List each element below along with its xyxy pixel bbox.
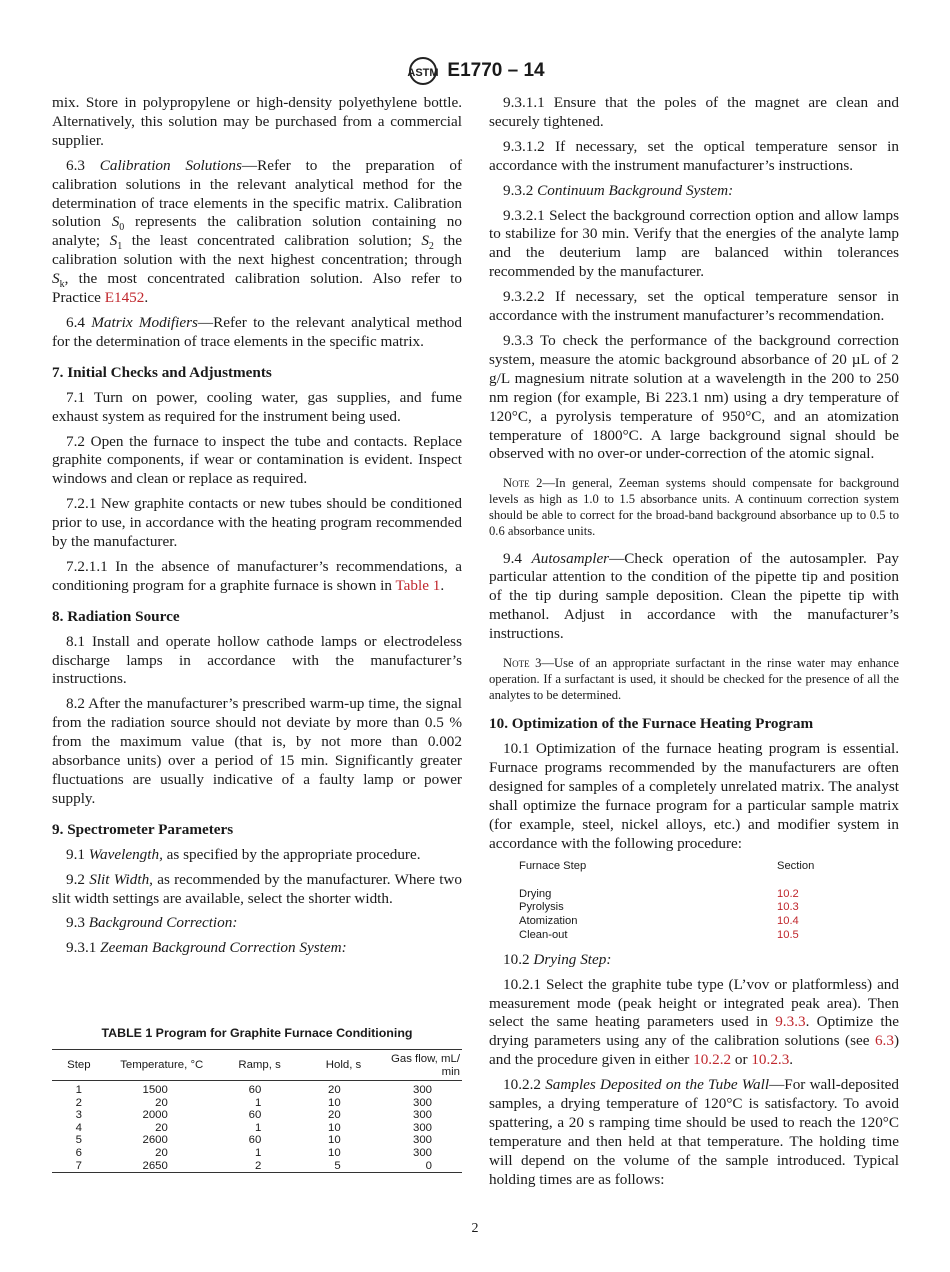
paragraph — [52, 389, 462, 427]
section-link[interactable]: 10.2 — [777, 887, 799, 900]
table-cell: 300 — [412, 1147, 432, 1160]
text: 9.3 — [66, 914, 89, 932]
table-row — [52, 1097, 462, 1110]
column-header: Hold, s — [301, 1049, 385, 1080]
paragraph — [489, 976, 899, 1071]
text: 7.2 Open the furnace to inspect the tube and contacts. Replace graphite components, if wear or contamination is evident. Inspect windows and clean or replace as required. — [52, 432, 462, 488]
paragraph — [52, 94, 462, 151]
italic-text: Samples Deposited on the Tube Wall — [545, 1076, 770, 1094]
text: 7.2.1.1 In the absence of manufacturer’s recommendations, a conditioning program for a graphite furnace is shown in — [52, 557, 462, 594]
italic-text: S — [111, 213, 120, 231]
table-cell: 1 — [255, 1121, 262, 1134]
table-cell: 10 — [328, 1147, 341, 1160]
text: 8.1 Install and operate hollow cathode lamps or electrodeless discharge lamps in accordance with the manufacturer’s instructions. — [52, 632, 462, 688]
paragraph — [52, 871, 462, 909]
paragraph — [489, 288, 899, 326]
table-cell: 5 — [334, 1159, 341, 1172]
paragraph — [52, 433, 462, 490]
paragraph — [489, 740, 899, 853]
italic-text: Drying Step: — [533, 950, 612, 968]
table-cell: 20 — [328, 1084, 341, 1097]
table-cell: 0 — [425, 1159, 432, 1172]
italic-text: Continuum Background System: — [537, 181, 734, 199]
text: 6.3 — [66, 156, 100, 174]
step-name: Pyrolysis — [519, 901, 564, 914]
table-cell: 20 — [155, 1147, 168, 1160]
text: 9.2 — [66, 870, 90, 888]
furnace-step-table — [519, 860, 814, 943]
paragraph — [489, 550, 899, 645]
section-heading — [52, 364, 462, 383]
right-column — [489, 94, 899, 1196]
italic-text: Autosampler — [531, 549, 610, 567]
italic-text: Wavelength, — [88, 845, 163, 863]
text: 10. Optimization of the Furnace Heating Program — [489, 715, 814, 733]
text: 9.3.2 — [503, 181, 538, 199]
text: 10.1 Optimization of the furnace heating program is essential. Furnace programs recommended by the manufacturers are often designed for samples of a completely unrelated matrix. The analyst shall optimize the furnace program for a particular sample matrix (for example, steel, nickel alloys, etc.) and modifier system in accordance with the following procedure: — [489, 740, 899, 852]
page-header — [0, 56, 950, 86]
text: —Refer to the relevant analytical method for the determination of trace elements in the specific matrix. — [52, 313, 462, 350]
table-cell: 1 — [255, 1096, 262, 1109]
table-cell: 10 — [328, 1134, 341, 1147]
text: 9.3.2.1 Select the background correction option and allow lamps to stabilize for 30 min. Verify that the energies of the analyte lamp and the deuterium lamp are balanced within tolerances recommended by the manufacturer. — [489, 206, 899, 281]
table-cell: 300 — [412, 1096, 432, 1109]
text: —For wall-deposited samples, a drying temperature of 120°C is satisfactory. To avoid spattering, a 20 s ramping time should be used to reach the 120°C temperature and then held at that temperature. The holding time will depend on the volume of the sample introduced. Typical holding times are as follows: — [489, 1076, 899, 1188]
text: 9. Spectrometer Parameters — [52, 820, 234, 838]
paragraph — [52, 558, 462, 596]
paragraph — [52, 314, 462, 352]
conditioning-program-table — [52, 1049, 462, 1173]
table-row — [52, 1134, 462, 1147]
table-row — [52, 1081, 462, 1097]
step-name: Clean-out — [519, 928, 568, 941]
cross-reference-link[interactable]: E1452 — [104, 289, 145, 307]
text: —Refer to the preparation of calibration solutions in the relevant analytical method for the determination of trace elements in the specific matrix. Calibration solution — [52, 156, 462, 231]
table-cell: 2 — [75, 1096, 82, 1109]
text: 9.4 — [503, 549, 532, 567]
cross-reference-link[interactable]: 6.3 — [874, 1032, 894, 1050]
text: 8. Radiation Source — [52, 607, 180, 625]
italic-text: S — [109, 232, 118, 250]
table-cell: 7 — [75, 1159, 82, 1172]
column-header: Ramp, s — [218, 1049, 302, 1080]
table-cell: 3 — [75, 1109, 82, 1122]
text: 9.3.3 To check the performance of the background correction system, measure the atomic background absorbance of 20 µL of 2 g/L magnesium nitrate solution at a wavelength in the 200 to 250 nm region (for example, Bi 223.1 nm) using a dry temperature of 120°C, a pyrolysis temperature of 950°C, and an atomization temperature of 1800°C. A large background signal should be observed with no over-or under-correction of the atomic signal. — [489, 331, 899, 463]
table-cell: 1 — [75, 1084, 82, 1097]
subscript: 2 — [428, 241, 434, 253]
paragraph — [52, 846, 462, 865]
text: or — [731, 1051, 752, 1069]
table-row — [519, 915, 814, 929]
text: . — [789, 1051, 794, 1069]
note — [489, 656, 899, 703]
table-cell: 300 — [412, 1084, 432, 1097]
column-header: Gas flow, mL/ min — [386, 1049, 462, 1080]
table-cell: 300 — [412, 1109, 432, 1122]
section-heading — [489, 715, 899, 734]
text: represents the calibration solution containing no analyte; — [52, 213, 462, 250]
table-cell: 1 — [255, 1147, 262, 1160]
table-cell: 5 — [75, 1134, 82, 1147]
table-cell: 60 — [248, 1109, 262, 1122]
italic-text: Matrix Modifiers — [91, 313, 198, 331]
table-caption: TABLE 1 Program for Graphite Furnace Conditioning — [101, 1026, 413, 1040]
left-column — [52, 94, 462, 964]
table-cell: 300 — [412, 1121, 432, 1134]
note — [489, 476, 899, 539]
text: 10.2 — [503, 950, 534, 968]
text: 6.4 — [66, 313, 92, 331]
text: the least concentrated calibration solution; — [122, 232, 422, 250]
text: 8.2 After the manufacturer’s prescribed warm-up time, the signal from the radiation source should not deviate by more than 0.5 % from the maximum value (that is, by not more than 0.002 absorbance units) over a period of 15 min. Significantly greater fluctuations are usually indicative of a faulty lamp or power supply. — [52, 695, 462, 807]
column-header: Step — [52, 1049, 106, 1080]
cross-reference-link[interactable]: Table 1 — [395, 576, 441, 594]
table-row — [52, 1109, 462, 1122]
subscript: 0 — [119, 222, 125, 234]
paragraph — [52, 939, 462, 958]
paragraph — [489, 332, 899, 464]
subscript: 1 — [117, 241, 123, 253]
section-link[interactable]: 10.3 — [777, 901, 799, 914]
paragraph — [52, 495, 462, 552]
text: 10.2.1 Select the graphite tube type (L’vov or platformless) and measurement mode (peak height or integrated peak area). Then select the same heating parameters used in — [489, 975, 899, 1031]
column-header: Furnace Step — [519, 859, 587, 872]
step-name: Atomization — [519, 915, 578, 928]
italic-text: S — [421, 232, 429, 250]
paragraph — [489, 951, 899, 970]
text: as recommended by the manufacturer. Where two slit width settings are available, select the shorter width. — [52, 870, 462, 907]
column-header: Temperature, °C — [106, 1049, 218, 1080]
table-cell: 20 — [328, 1109, 341, 1122]
table-cell: 1500 — [142, 1084, 168, 1097]
italic-text: Background Correction: — [88, 914, 238, 932]
text: 3—Use of an appropriate surfactant in the rinse water may enhance operation. If a surfactant is used, it should be checked for the presence of all the analytes to be determined. — [489, 656, 899, 702]
astm-logo-icon — [405, 56, 441, 86]
svg-text:ASTM: ASTM — [407, 67, 439, 79]
text: . — [144, 289, 149, 307]
section-link[interactable]: 10.5 — [777, 928, 799, 941]
text: 9.3.1 — [66, 939, 101, 957]
table-cell: 2 — [255, 1159, 262, 1172]
text: 7.2.1 New graphite contacts or new tubes should be conditioned prior to use, in accordance with the heating program recommended by the manufacturer. — [52, 495, 462, 551]
step-name: Drying — [519, 887, 552, 900]
paragraph — [489, 94, 899, 132]
paragraph — [489, 1076, 899, 1189]
table-row — [52, 1160, 462, 1173]
table-1 — [52, 1024, 462, 1173]
subscript: k — [59, 279, 65, 291]
cross-reference-link[interactable]: 10.2.2 — [693, 1051, 732, 1069]
table-cell: 4 — [75, 1121, 82, 1134]
text: 7. Initial Checks and Adjustments — [52, 363, 272, 381]
table-cell: 60 — [248, 1084, 262, 1097]
note-label: Note — [503, 656, 530, 671]
text: 7.1 Turn on power, cooling water, gas supplies, and fume exhaust system as required for the instrument being used. — [52, 388, 462, 425]
text: ) and the procedure given in either — [489, 1032, 899, 1069]
section-link[interactable]: 10.4 — [777, 915, 799, 928]
italic-text: Slit Width, — [89, 870, 153, 888]
text: . — [440, 576, 445, 594]
section-heading — [52, 608, 462, 627]
text: —Check operation of the autosampler. Pay particular attention to the condition of the pipette tip and position of the tip during sample deposition. Clean the pipette tip with methanol. Adjust in accordance with the manufacturer’s instructions. — [489, 549, 899, 643]
paragraph — [489, 138, 899, 176]
paragraph — [52, 695, 462, 808]
text: 10.2.2 — [503, 1076, 546, 1094]
table-row — [52, 1147, 462, 1160]
text: mix. Store in polypropylene or high-density polyethylene bottle. Alternatively, this solution may be purchased from a commercial supplier. — [52, 94, 462, 149]
text: as specified by the appropriate procedure. — [162, 845, 421, 863]
italic-text: Calibration Solutions — [99, 156, 242, 174]
paragraph — [489, 182, 899, 201]
text: 9.3.2.2 If necessary, set the optical temperature sensor in accordance with the instrument manufacturer’s recommendation. — [489, 288, 899, 325]
paragraph — [489, 207, 899, 283]
table-cell: 10 — [328, 1096, 341, 1109]
page-number: 2 — [471, 1221, 479, 1236]
text: the calibration solution with the next highest concentration; through — [52, 232, 462, 269]
text: 9.3.1.2 If necessary, set the optical temperature sensor in accordance with the instrument manufacturer’s instructions. — [489, 137, 899, 174]
table-cell: 20 — [155, 1096, 168, 1109]
cross-reference-link[interactable]: 9.3.3 — [775, 1013, 806, 1031]
note-label: Note — [503, 476, 530, 491]
text: . Optimize the drying parameters using any of the calibration solutions (see — [489, 1013, 899, 1050]
paragraph — [52, 914, 462, 933]
cross-reference-link[interactable]: 10.2.3 — [751, 1051, 790, 1069]
table-cell: 2650 — [142, 1159, 168, 1172]
table-row — [519, 888, 814, 902]
paragraph — [52, 157, 462, 308]
table-cell: 20 — [155, 1121, 168, 1134]
table-cell: 6 — [75, 1147, 82, 1160]
italic-text: Zeeman Background Correction System: — [100, 939, 347, 957]
text: , the most concentrated calibration solution. Also refer to Practice — [52, 270, 462, 307]
table-cell: 300 — [412, 1134, 432, 1147]
document-designation: E1770 – 14 — [447, 60, 545, 82]
table-row — [52, 1122, 462, 1135]
column-header: Section — [777, 859, 815, 872]
section-heading — [52, 821, 462, 840]
table-cell: 2600 — [142, 1134, 168, 1147]
table-row — [519, 901, 814, 915]
table-cell: 10 — [328, 1121, 341, 1134]
table-cell: 2000 — [142, 1109, 168, 1122]
paragraph — [52, 633, 462, 690]
italic-text: S — [52, 270, 60, 288]
table-cell: 60 — [248, 1134, 262, 1147]
text: 9.1 — [66, 845, 89, 863]
text: 9.3.1.1 Ensure that the poles of the magnet are clean and securely tightened. — [489, 94, 899, 130]
text: 2—In general, Zeeman systems should compensate for background levels as high as 1.0 to 1.5 absorbance units. A continuum correction system should be able to correct for the broad-band background absorbance up to 0.5 to 0.6 absorbance units. — [489, 476, 899, 538]
table-row — [519, 929, 814, 943]
